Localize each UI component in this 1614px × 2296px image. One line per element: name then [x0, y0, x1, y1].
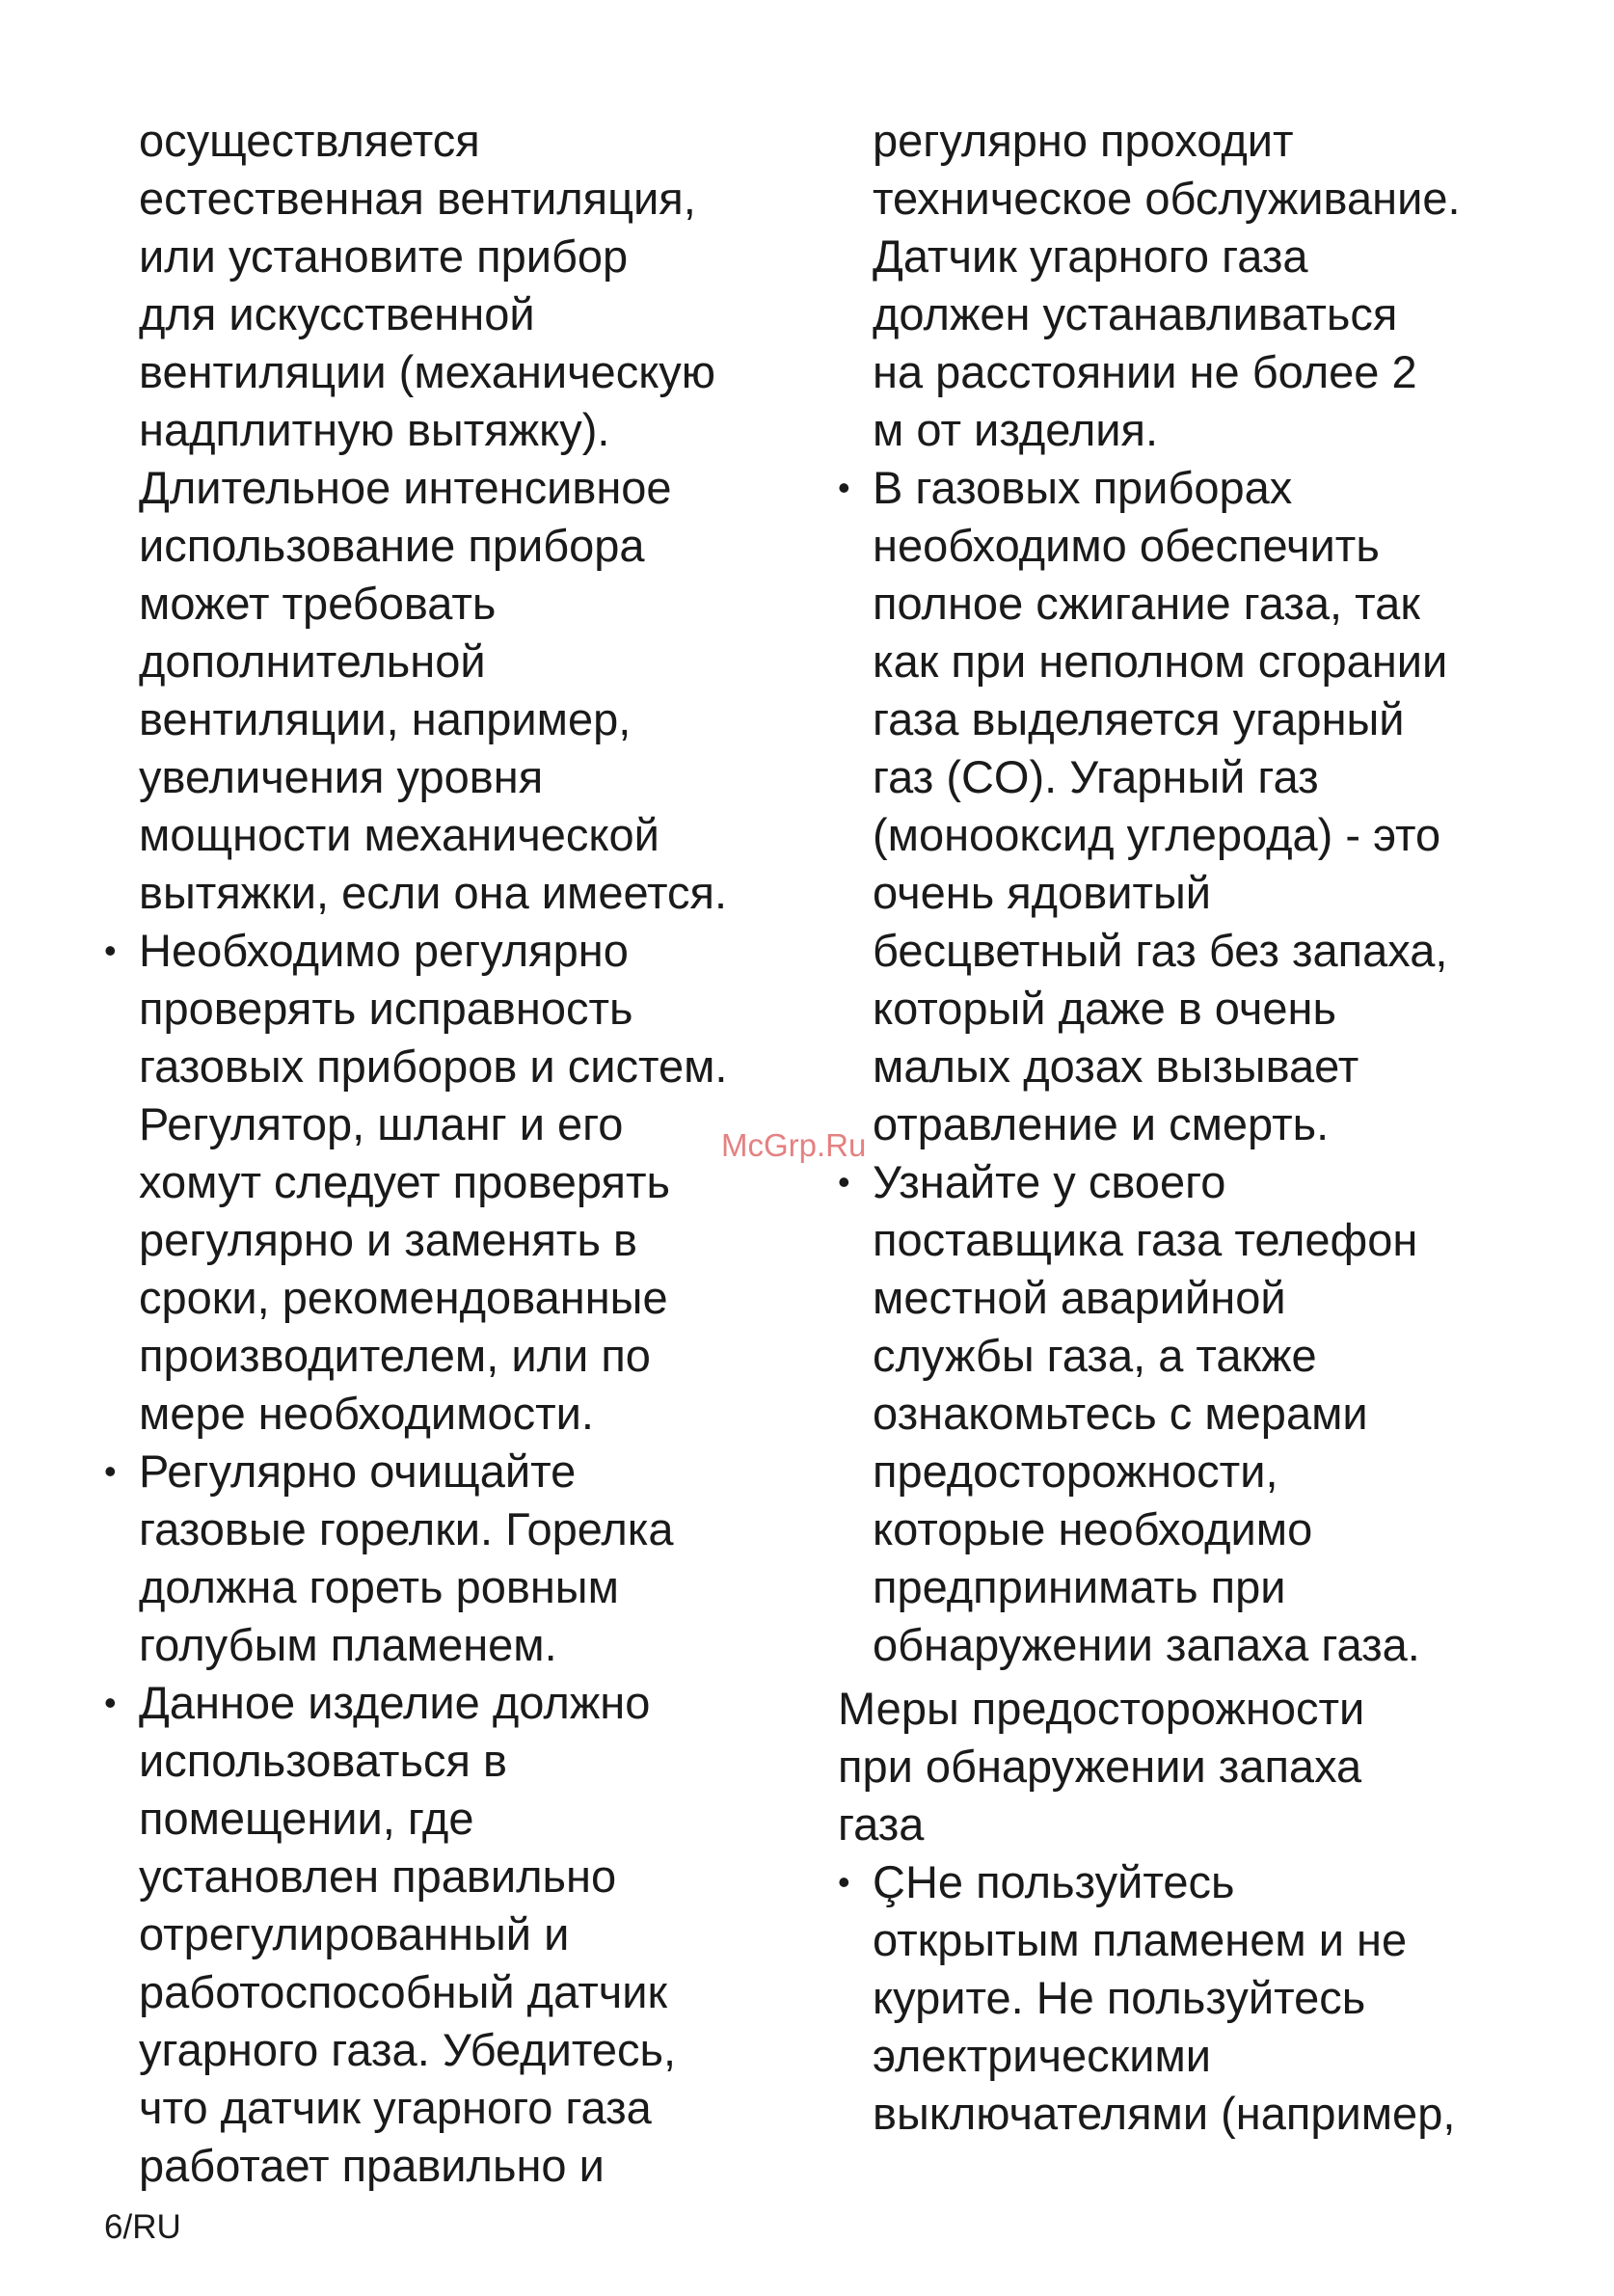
text-line: или установите прибор [139, 230, 629, 282]
text-line: отрегулированный и [139, 1908, 570, 1959]
text-line: Датчик угарного газа [873, 230, 1308, 282]
heading-line: газа [838, 1798, 925, 1850]
text-line: сроки, рекомендованные [139, 1272, 668, 1323]
text-line: работоспособный датчик [139, 1966, 668, 2017]
text-line: голубым пламенем. [139, 1619, 557, 1670]
watermark: McGrp.Ru [721, 1127, 867, 1163]
text-line: электрическими [873, 2030, 1212, 2081]
text-line: должна гореть ровным [139, 1561, 619, 1612]
text-line: помещении, где [139, 1793, 474, 1844]
text-line: необходимо обеспечить [873, 520, 1380, 571]
text-line: очень ядовитый [873, 867, 1212, 918]
text-line: использование прибора [139, 520, 645, 571]
text-line: газ (CO). Угарный газ [873, 751, 1319, 802]
text-line: вытяжки, если она имеется. [139, 867, 728, 918]
text-line: который даже в очень [873, 983, 1336, 1034]
text-line: мощности механической [139, 809, 659, 860]
text-line: надплитную вытяжку). [139, 404, 610, 455]
text-line: обнаружении запаха газа. [873, 1619, 1420, 1670]
text-line: м от изделия. [873, 404, 1159, 455]
text-line: для искусственной [139, 288, 535, 339]
bullet-item-no-open-flame [838, 1853, 1551, 2143]
text-line: поставщика газа телефон [873, 1214, 1418, 1265]
text-line: (монооксид углерода) - это [873, 809, 1441, 860]
text-line: естественная вентиляция, [139, 173, 696, 224]
text-line: отравление и смерть. [873, 1098, 1330, 1149]
page-number: 6/RU [104, 2208, 181, 2246]
text-line: производителем, или по [139, 1330, 651, 1381]
text-line: работает правильно и [139, 2140, 605, 2191]
text-line: которые необходимо [873, 1503, 1313, 1554]
text-line: вентиляции (механическую [139, 346, 716, 397]
text-line: проверять исправность [139, 983, 633, 1034]
text-line: что датчик угарного газа [139, 2082, 652, 2133]
text-line: использоваться в [139, 1735, 507, 1786]
text-line: вентиляции, например, [139, 693, 632, 744]
text-line: полное сжигание газа, так [873, 578, 1420, 629]
text-line: регулярно и заменять в [139, 1214, 637, 1265]
text-line: хомут следует проверять [139, 1156, 671, 1207]
text-line: • В газовых приборах [873, 462, 1293, 513]
text-line: Регулятор, шланг и его [139, 1098, 624, 1149]
text-line: местной аварийной [873, 1272, 1286, 1323]
text-line: установлен правильно [139, 1850, 617, 1902]
text-line: • Узнайте у своего [873, 1156, 1226, 1207]
text-line: Длительное интенсивное [139, 462, 672, 513]
text-line: дополнительной [139, 635, 486, 687]
text-line: регулярно проходит [873, 115, 1294, 166]
text-line: осуществляется [139, 115, 480, 166]
text-line: предосторожности, [873, 1445, 1278, 1497]
text-line: предпринимать при [873, 1561, 1286, 1612]
text-line: увеличения уровня [139, 751, 544, 802]
heading-line: при обнаружении запаха [838, 1741, 1362, 1792]
text-line: службы газа, а также [873, 1330, 1317, 1381]
section-heading [838, 1680, 1551, 1853]
text-line: на расстоянии не более 2 [873, 346, 1417, 397]
text-line: • Необходимо регулярно [139, 925, 629, 976]
bullet-item-co-detector [104, 1674, 820, 2195]
text-line: техническое обслуживание. [873, 173, 1461, 224]
text-line: мере необходимости. [139, 1388, 594, 1439]
text-line: должен устанавливаться [873, 288, 1398, 339]
bullet-item-check-appliances [104, 922, 820, 1443]
left-column [104, 112, 820, 2195]
text-line: газовые горелки. Горелка [139, 1503, 674, 1554]
text-line: может требовать [139, 578, 497, 629]
text-line: как при неполном сгорании [873, 635, 1448, 687]
text-line: • Регулярно очищайте [139, 1445, 577, 1497]
text-line: выключателями (например, [873, 2088, 1456, 2139]
bullet-item-emergency-service [838, 1153, 1551, 1674]
text-line: газа выделяется угарный [873, 693, 1405, 744]
text-line: открытым пламенем и не [873, 1914, 1408, 1965]
paragraph-continued [104, 112, 820, 922]
text-line: газовых приборов и систем. [139, 1040, 728, 1092]
text-line: малых дозах вызывает [873, 1040, 1359, 1092]
text-line: • ÇНе пользуйтесь [873, 1856, 1235, 1907]
bullet-item-complete-combustion [838, 459, 1551, 1153]
text-line: бесцветный газ без запаха, [873, 925, 1448, 976]
text-line: угарного газа. Убедитесь, [139, 2024, 677, 2075]
paragraph-continued [838, 112, 1551, 459]
heading-line: Меры предосторожности [838, 1683, 1365, 1734]
bullet-item-clean-burners [104, 1443, 820, 1674]
text-line: курите. Не пользуйтесь [873, 1972, 1366, 2023]
text-line: ознакомьтесь с мерами [873, 1388, 1368, 1439]
text-line: • Данное изделие должно [139, 1677, 651, 1728]
right-column [838, 112, 1551, 2143]
